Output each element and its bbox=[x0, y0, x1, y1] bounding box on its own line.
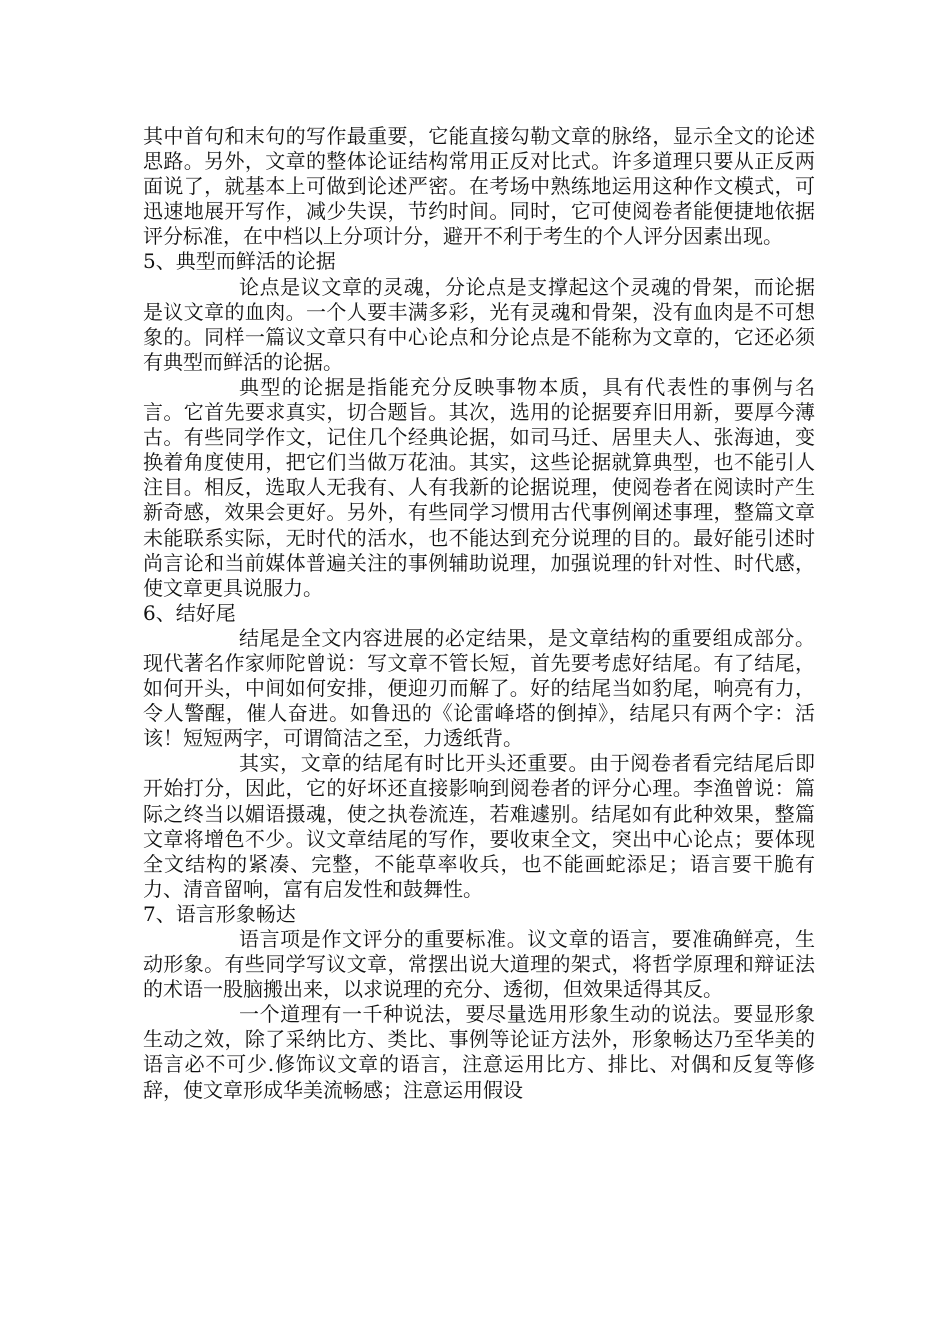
section-heading-7: 7、语言形象畅达 bbox=[143, 901, 296, 926]
paragraph-language-standard: 语言项是作文评分的重要标准。议文章的语言，要准确鲜亮，生动形象。有些同学写议文章，常摆出说大道理的架式，将哲学原理和辩证法的术语一股脑搬出来，以求说理的充分、透彻，但效果适得其反。 bbox=[143, 927, 815, 1002]
paragraph-argument-soul: 论点是议文章的灵魂，分论点是支撑起这个灵魂的骨架，而论据是议文章的血肉。一个人要丰满多彩，光有灵魂和骨架，没有血肉是不可想象的。同样一篇议文章只有中心论点和分论点是不能称为文章的，它还必须有典型而鲜活的论据。 bbox=[143, 274, 815, 374]
paragraph-typical-evidence: 典型的论据是指能充分反映事物本质，具有代表性的事例与名言。它首先要求真实，切合题旨。其次，选用的论据要弃旧用新，要厚今薄古。有些同学作文，记住几个经典论据，如司马迁、居里夫人、张海迪，变换着角度使用，把它们当做万花油。其实，这些论据就算典型，也不能引人注目。相反，选取人无我有、人有我新的论据说理，使阅卷者在阅读时产生新奇感，效果会更好。另外，有些同学习惯用古代事例阐述事理，整篇文章未能联系实际，无时代的活水，也不能达到充分说理的目的。最好能引述时尚言论和当前媒体普遍关注的事例辅助说理，加强说理的针对性、时代感，使文章更具说服力。 bbox=[143, 374, 815, 600]
paragraph-ending-importance: 其实，文章的结尾有时比开头还重要。由于阅卷者看完结尾后即开始打分，因此，它的好坏还直接影响到阅卷者的评分心理。李渔曾说：篇际之终当以媚语摄魂，使之执卷流连，若难遽别。结尾如有此种效果，整篇文章将增色不少。议文章结尾的写作，要收束全文，突出中心论点；要体现全文结构的紧凑、完整，不能草率收兵，也不能画蛇添足；语言要干脆有力、清音留响，富有启发性和鼓舞性。 bbox=[143, 751, 815, 901]
section-heading-5: 5、典型而鲜活的论据 bbox=[143, 249, 336, 274]
paragraph-intro: 其中首句和末句的写作最重要，它能直接勾勒文章的脉络，显示全文的论述思路。另外，文章的整体论证结构常用正反对比式。许多道理只要从正反两面说了，就基本上可做到论述严密。在考场中熟练地运用这种作文模式，可迅速地展开写作，减少失误，节约时间。同时，它可使阅卷者能便捷地依据评分标准，在中档以上分项计分，避开不利于考生的个人评分因素出现。 bbox=[143, 124, 815, 249]
document-body bbox=[143, 124, 815, 1103]
paragraph-language-vivid: 一个道理有一千种说法，要尽量选用形象生动的说法。要显形象生动之效，除了采纳比方、类比、事例等论证方法外，形象畅达乃至华美的语言必不可少.修饰议文章的语言，注意运用比方、排比、对偶和反复等修辞，使文章形成华美流畅感；注意运用假设 bbox=[143, 1002, 815, 1102]
section-heading-6: 6、结好尾 bbox=[143, 600, 236, 625]
paragraph-ending-result: 结尾是全文内容进展的必定结果，是文章结构的重要组成部分。现代著名作家师陀曾说：写文章不管长短，首先要考虑好结尾。有了结尾，如何开头，中间如何安排，便迎刃而解了。好的结尾当如豹尾，响亮有力，令人警醒，催人奋进。如鲁迅的《论雷峰塔的倒掉》，结尾只有两个字：活该！短短两字，可谓简洁之至，力透纸背。 bbox=[143, 625, 815, 751]
